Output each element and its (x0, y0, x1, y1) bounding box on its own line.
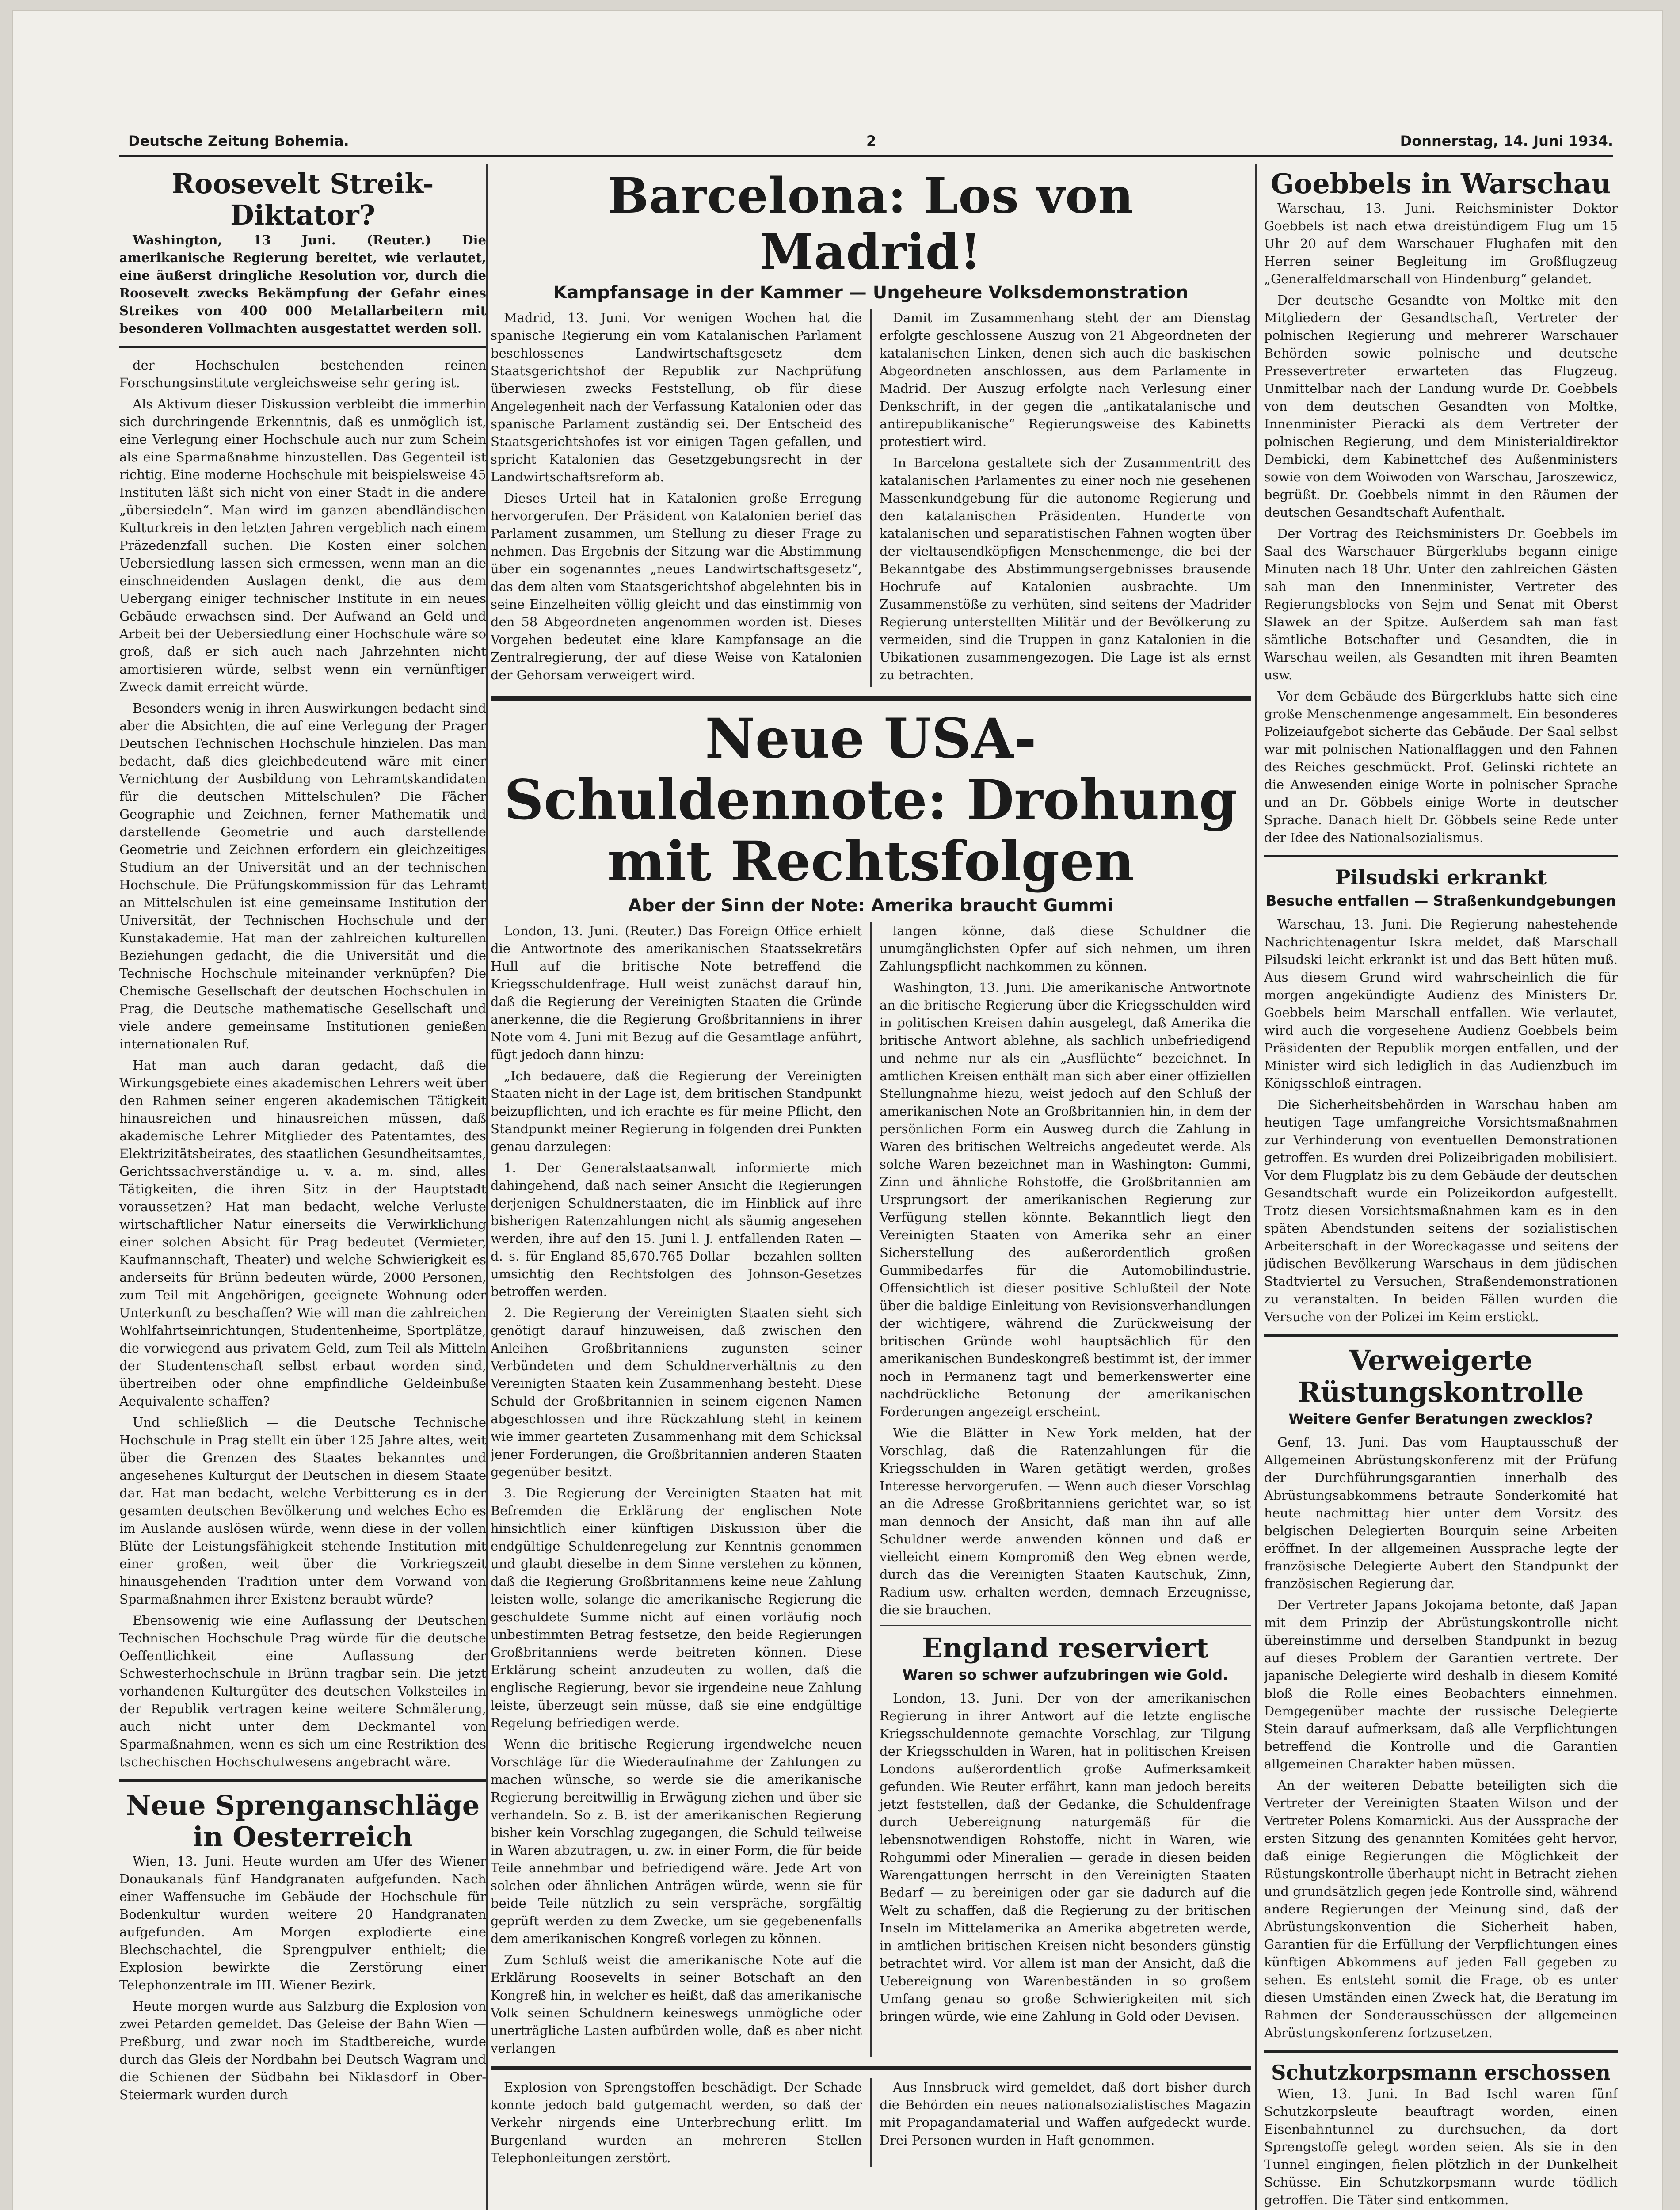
paragraph: Explosion von Sprengstoffen beschädigt. Der Schade konnte jedoch bald gutgemacht werden, so daß der Verkehr nirgends eine Unterbrechung erlitt. Im Burgenland wurden an mehreren Stellen Telephonleitungen zerstört. (491, 2079, 862, 2165)
article-title: Verweigerte Rüstungskontrolle (1298, 1344, 1584, 1408)
paragraph: Wien, 13. Juni. In Bad Ischl waren fünf Schutzkorpsleute beauftragt worden, einen Eisenbahntunnel zu durchsuchen, da dort Sprengstoffe gelegt worden seien. Als sie in den Tunnel eingingen, fielen plötzlich in der Dunkelheit Schüsse. Ein Schutzkorpsmann wurde tödlich getroffen. Die Täter sind entkommen. (1264, 2086, 1618, 2208)
paragraph: Der deutsche Gesandte von Moltke mit den Mitgliedern der Gesandtschaft, Vertreter der polnischen Regierung und mehrerer Warschauer Behörden sowie polnische und deutsche Pressevertreter erwarteten das Flugzeug. Unmittelbar nach der Landung wurde Dr. Goebbels von dem deutschen Gesandten von Moltke, Innenminister Pieracki als dem Vertreter der polnischen Regierung, und dem Ministerialdirektor Dembicki, dem Kabinettchef des Außenministers sowie von dem Woiwoden von Warschau, Jaroszewicz, begrüßt. Dr. Goebbels nimmt in den Räumen der deutschen Gesandtschaft Aufenthalt. (1264, 293, 1618, 520)
page-header (110, 128, 1613, 155)
paragraph: Besonders wenig in ihren Auswirkungen bedacht sind aber die Absichten, die auf eine Verlegung der Prager Deutschen Technischen Hochschule hinzielen. Das man bedacht, daß dies gleichbedeutend wäre mit einer Vernichtung der Ausbildung von Lehramtskandidaten für die deutschen Mittelschulen? Die Fächer Geographie und Zeichnen, ferner Mathematik und darstellende Geometrie und auch darstellende Geometrie und Zeichnen erfordern ein gleichzeitiges Studium an der Universität und an der technischen Hochschule. Die Prüfungskommission für das Lehramt an Mittelschulen ist eine gemeinsame Institution der Universität, der Technischen Hochschule und der Kunstakademie. Hat man der zahlreichen kulturellen Beziehungen gedacht, die die Universität und die Technische Hochschule miteinander verknüpfen? Die Chemische Gesellschaft der deutschen Hochschulen in Prag, die Deutsche mathematische Gesellschaft und viele andere gemeinsame Institutionen genießen internationalen Ruf. (119, 700, 486, 1052)
paragraph: Der Vertreter Japans Jokojama betonte, daß Japan mit dem Prinzip der Abrüstungskontrolle nicht übereinstimme und derselben Standpunkt in bezug auf dieses Problem der Garantien vertrete. Der japanische Delegierte wird deshalb in diesem Komité bloß die Rolle eines Beobachters einnehmen. Demgegenüber machte der russische Delegierte Stein darauf aufmerksam, daß alle Verpflichtungen betreffend die Kontrolle und die Garantien allgemeinen Charakter haben müssen. (1264, 1597, 1618, 1772)
paragraph: Wenn die britische Regierung irgendwelche neuen Vorschläge für die Wiederaufnahme der Zahlungen zu machen wünsche, so werde sie die amerikanische Regierung bereitwillig in Erwägung ziehen und über sie verhandeln. So z. B. ist der amerikanischen Regierung bisher kein Vorschlag zugegangen, die Schuld teilweise in Waren abzutragen, u. zw. in einer Form, die für beide Teile annehmbar und befriedigend wäre. Jede Art von solchen oder ähnlichen Anträgen würde, wenn sie für beide Teile nützlich zu sein verspräche, sorgfältig geprüft werden zu dem Zwecke, um sie gegebenenfalls dem amerikanischen Kongreß vorlegen zu können. (491, 1736, 862, 1946)
page-number: 2 (866, 133, 876, 149)
article-subtitle: Aber der Sinn der Note: Amerika braucht Gummi (628, 895, 1113, 916)
issue-date: Donnerstag, 14. Juni 1934. (1400, 133, 1613, 149)
paragraph: 1. Der Generalstaatsanwalt informierte mich dahingehend, daß nach seiner Ansicht die Regierungen derjenigen Schuldnerstaaten, die im Hinblick auf ihre bisherigen Ratenzahlungen nicht als säumig angesehen werden, ihre auf den 15. Juni l. J. entfallenden Raten — d. s. für England 85,670.765 Dollar — bezahlen sollten umsichtig den Rechtsfolgen des Johnson-Gesetzes betroffen werden. (491, 1160, 862, 1299)
divider (1264, 2050, 1618, 2053)
paragraph: In Barcelona gestaltete sich der Zusammentritt des katalanischen Parlamentes zu einer noch nie gesehenen Massenkundgebung für die autonome Regierung und den katalanischen Präsidenten. Hunderte von katalanischen und separatistischen Fahnen wogten über der vieltausendköpfigen Menschenmenge, die bei der Bekanntgabe des Abstimmungsergebnisses brausende Hochrufe auf Katalonien ausbrachte. Um Zusammenstöße zu verhüten, sind seitens der Madrider Regierung unterstellten Militär und der Bevölkerung zu vermeiden, sind die Truppen in ganz Katalonien in die Ubikationen zusammengezogen. Die Lage ist als ernst zu betrachten. (880, 455, 1251, 682)
article-title: Neue USA-Schuldennote: Drohung mit Rechtsfolgen (504, 707, 1238, 894)
article-subtitle: Besuche entfallen — Straßenkundgebungen (1266, 892, 1616, 910)
article-subtitle: Weitere Genfer Beratungen zwecklos? (1288, 1410, 1593, 1428)
paragraph: Dieses Urteil hat in Katalonien große Erregung hervorgerufen. Der Präsident von Katalonien berief das Parlament zusammen, um Stellung zu dieser Frage zu nehmen. Das Ergebnis der Sitzung war die Abstimmung über ein sogenanntes „neues Landwirtschaftsgesetz“, das dem alten vom Staatsgerichtshof abgelehnten bis in seine Einzelheiten völlig gleicht und das einstimmig von den 58 Abgeordneten angenommen worden ist. Dieses Vorgehen bedeutet eine klare Kampfansage an die Zentralregierung, der auf diese Weise von Katalonien der Gehorsam verweigert wird. (491, 491, 862, 682)
divider (119, 346, 486, 348)
article-subtitle: Waren so schwer aufzubringen wie Gold. (902, 1666, 1228, 1683)
article-subtitle: Kampfansage in der Kammer — Ungeheure Volksdemonstration (553, 282, 1189, 303)
divider (1264, 1334, 1618, 1337)
column-right (1264, 168, 1618, 2210)
article-goebbels (1264, 168, 1618, 846)
paragraph: Wien, 13. Juni. Heute wurden am Ufer des Wiener Donaukanals fünf Handgranaten aufgefunden. Nach einer Waffensuche im Gebäude der Hochschule für Bodenkultur wurden weitere 20 Handgranaten aufgefunden. Am Morgen explodierte eine Blechschachtel, die Sprengpulver enthielt; die Explosion bewirkte die Zerstörung einer Telephonzentrale im III. Wiener Bezirk. (119, 1854, 486, 1993)
paragraph: Heute morgen wurde aus Salzburg die Explosion von zwei Petarden gemeldet. Das Geleise der Bahn Wien — Preßburg, und zwar noch im Stadtbereiche, wurde durch das Gleis der Nordbahn bei Deutsch Wagram und die Schienen der Südbahn bei Niklasdorf in Ober-Steiermark wurden durch (119, 1999, 486, 2103)
divider (119, 1779, 486, 1782)
paragraph: Warschau, 13. Juni. Reichsminister Doktor Goebbels ist nach etwa dreistündigem Flug um 15 Uhr 20 auf dem Warschauer Flughafen mit den Herren seiner Begleitung im Großflugzeug „Generalfeldmarschall von Hindenburg“ gelandet. (1264, 201, 1618, 287)
paragraph: Als Aktivum dieser Diskussion verbleibt die immerhin sich durchringende Erkenntnis, daß es unmöglich ist, eine Verlegung einer Hochschule auch nur zum Schein als eine Sparmaßnahme hinzustellen. Das Gegenteil ist richtig. Eine moderne Hochschule mit beispielsweise 45 Instituten läßt sich nicht von einer Stadt in die andere „übersiedeln“. Man wird im ganzen abendländischen Kulturkreis in den letzten Jahren vergeblich nach einem Präzedenzfall suchen. Die Kosten einer solchen Uebersiedlung lassen sich ermessen, wenn man an die einschneidenden Auslagen denkt, die aus dem Uebergang einiger technischer Institute in ein neues Gebäude erwachsen sind. Der Aufwand an Geld und Arbeit bei der Uebersiedlung einer Hochschule wäre so groß, daß er sich auch nach Jahrzehnten nicht amortisieren würde, selbst wenn ein vernünftiger Zweck damit erreicht würde. (119, 396, 486, 694)
paragraph: Und schließlich — die Deutsche Technische Hochschule in Prag stellt ein über 125 Jahre altes, weit über die Grenzen des Staates bekanntes und angesehenes Kulturgut der Deutschen in diesem Staate dar. Hat man bedacht, welche Verbitterung es in der gesamten deutschen Bevölkerung und welches Echo es im Auslande auslösen würde, wenn diese in der vollen Blüte der Leistungsfähigkeit stehende Institution mit einer großen, weit über die Vorkriegszeit hinausgehenden Tradition unter dem Vorwand von Sparmaßnahmen ihrer Existenz beraubt würde? (119, 1414, 486, 1607)
paragraph: Der Vortrag des Reichsministers Dr. Goebbels im Saal des Warschauer Bürgerklubs begann einige Minuten nach 18 Uhr. Unter den zahlreichen Gästen sah man den Innenminister, Vertreter des Regierungsblocks von Sejm und Senat mit Oberst Slawek an der Spitze. Außerdem sah man fast sämtliche Botschafter und Gesandten, die in Warschau weilen, als Gesandten mit ihren Beamten usw. (1264, 526, 1618, 683)
paragraph: 3. Die Regierung der Vereinigten Staaten hat mit Befremden die Erklärung der englischen Note hinsichtlich einer künftigen Diskussion über die endgültige Schuldenregelung zur Kenntnis genommen und glaubt dieselbe in dem Sinne verstehen zu können, daß die Regierung Großbritanniens keine neue Zahlung leisten wolle, solange die amerikanische Regierung die geschuldete Summe nicht auf einen vorläufig noch unbestimmten Betrag festsetze, den beide Regierungen Großbritanniens werde beitreten können. Diese Erklärung scheint anzudeuten zu wollen, daß die englische Regierung, bevor sie irgendeine neue Zahlung leiste, überzeugt sein müsse, daß sie eine endgültige Regelung befriedigen werde. (491, 1485, 862, 1730)
article-title-england: England reserviert (922, 1631, 1209, 1664)
article-body (491, 922, 1251, 2057)
paragraph: Genf, 13. Juni. Das vom Hauptausschuß der Allgemeinen Abrüstungskonferenz mit der Prüfung der Durchführungsgarantien innerhalb des Abrüstungsabkommens betraute Sonderkomité hat heute nachmittag hier unter dem Vorsitz des belgischen Delegierten Bourquin seine Arbeiten eröffnet. In der allgemeinen Aussprache legte der französische Delegierte Aubert den Standpunkt der französischen Regierung dar. (1264, 1435, 1618, 1592)
paragraph: Warschau, 13. Juni. Die Regierung nahestehende Nachrichtenagentur Iskra meldet, daß Marschall Pilsudski leicht erkrankt ist und das Bett hüten muß. Aus diesem Grund wird wahrscheinlich die für morgen angekündigte Audienz des Ministers Dr. Goebbels beim Marschall entfallen. Wie verlautet, wird auch die vorgesehene Audienz Goebbels beim Präsidenten der Republik morgen entfallen, und der Minister wird sich lediglich in das Audienzbuch im Königsschloß eintragen. (1264, 917, 1618, 1091)
article-title: Roosevelt Streik-Diktator? (171, 168, 434, 232)
paragraph: Wie die Blätter in New York melden, hat der Vorschlag, daß die Ratenzahlungen für die Kriegsschulden in Waren getätigt werden, großes Interesse hervorgerufen. — Wenn auch dieser Vorschlag an die Adresse Großbritanniens gerichtet war, so ist man dennoch der Ansicht, daß man ihn auf alle Schuldner werde anwenden können und daß er vielleicht einem Kompromiß den Weg ebnen werde, durch das die Vereinigten Staaten Kautschuk, Zinn, Radium usw. erhalten werden, demnach Erzeugnisse, die sie brauchen. (880, 1425, 1251, 1617)
paragraph: Ebensowenig wie eine Auflassung der Deutschen Technischen Hochschule Prag würde für die deutsche Oeffentlichkeit eine Auflassung der Schwesterhochschule in Brünn tragbar sein. Die jetzt vorhandenen Kulturgüter des deutschen Volksteiles in der Republik vertragen keine weitere Schmälerung, auch nicht unter dem Deckmantel von Sparmaßnahmen, wenn es sich um eine Restriktion des tschechischen Hochschulwesens angebracht wäre. (119, 1612, 486, 1769)
article-pilsudski (1264, 865, 1618, 1326)
paragraph: Zum Schluß weist die amerikanische Note auf die Erklärung Roosevelts in seiner Botschaft an den Kongreß hin, in welcher es heißt, daß das amerikanische Volk seinen Schuldnern keineswegs unmögliche oder unerträgliche Lasten aufbürden wolle, daß es aber nicht verlangen (491, 1952, 862, 2056)
article-roosevelt (119, 168, 486, 337)
divider (491, 696, 1251, 701)
article-sprenganschlaege (119, 1790, 486, 2104)
article-title: Schutzkorpsmann erschossen (1271, 2061, 1611, 2085)
paragraph: 2. Die Regierung der Vereinigten Staaten sieht sich genötigt darauf hinzuweisen, daß zwischen den Anleihen Großbritanniens zugunsten seiner Verbündeten und dem Schuldnerverhältnis zu den Vereinigten Staaten kein Zusammenhang besteht. Diese Schuld der Großbritannien in seinem eigenen Namen abgeschlossen und ihre Rückzahlung steht in keinem wie immer gearteten Zusammenhang mit dem Schicksal jener Forderungen, die Großbritannien anderen Staaten gegenüber besitzt. (491, 1305, 862, 1479)
paragraph: Die Sicherheitsbehörden in Warschau haben am heutigen Tage umfangreiche Vorsichtsmaßnahmen zur Verhinderung von eventuellen Demonstrationen getroffen. Es wurden drei Polizeibrigaden mobilisiert. Vor dem Flugplatz bis zu dem Gebäude der deutschen Gesandtschaft wurde ein Polizeikordon aufgestellt. Trotz diesen Vorsichtsmaßnahmen kam es in den späten Abendstunden seitens der sozialistischen Arbeiterschaft in der Woreckagasse und seitens der jüdischen Bevölkerung Warschaus in dem jüdischen Stadtviertel zu Versuchen, Straßendemonstrationen zu veranstalten. In beiden Fällen wurden die Versuche von der Polizei im Keim erstickt. (1264, 1097, 1618, 1325)
divider (491, 2066, 1251, 2070)
article-body (491, 309, 1251, 687)
article-continuation (491, 2078, 1251, 2167)
article-schutzkorpsmann (1264, 2061, 1618, 2209)
paragraph: London, 13. Juni. Der von der amerikanischen Regierung in ihrer Antwort auf die letzte englische Kriegsschuldennote gemachte Vorschlag, zur Tilgung der Kriegsschulden in Waren, hat in politischen Kreisen Londons außerordentlich große Aufmerksamkeit gefunden. Wie Reuter erfährt, kann man jedoch bereits jetzt feststellen, daß der Gedanke, die Schuldenfrage durch Uebereignung naturgemäß für die lebensnotwendigen Rohstoffe, nicht in Waren, wie Rohgummi oder Mineralien — gerade in diesen beiden Warengattungen herrscht in den Vereinigten Staaten Bedarf — zu bereinigen oder gar sie dadurch auf die Welt zu schaffen, daß die Regierung zu der britischen Inseln im Mittelamerika an Amerika abgetreten werde, in amtlichen britischen Kreisen nicht besonders günstig betrachtet wird. Vor allem ist man der Ansicht, daß die Uebereignung von Warenbeständen in so großem Umfang genau so große Schwierigkeiten mit sich bringen würde, wie eine Zahlung in Gold oder Devisen. (880, 1690, 1251, 2024)
paragraph: Washington, 13 Juni. (Reuter.) Die amerikanische Regierung bereitet, wie verlautet, eine äußerst dringliche Resolution vor, durch die Roosevelt zwecks Bekämpfung der Gefahr eines Streikes von 400 000 Metallarbeitern mit besonderen Vollmachten ausgestattet werden soll. (119, 232, 486, 336)
paragraph: Aus Innsbruck wird gemeldet, daß dort bisher durch die Behörden ein neues nationalsozialistisches Magazin mit Propagandamaterial und Waffen aufgedeckt wurde. Drei Personen wurden in Haft genommen. (880, 2079, 1251, 2148)
divider (1264, 855, 1618, 857)
paragraph: Hat man auch daran gedacht, daß die Wirkungsgebiete eines akademischen Lehrers weit über den Rahmen seiner engeren akademischen Tätigkeit hinausreichen und hinausreichen müssen, daß akademische Lehrer Mitglieder des Patentamtes, des Elektrizitätsbeirates, des staatlichen Gesundheitsamtes, Gerichtssachverständige u. v. a. m. sind, alles Tätigkeiten, die ihren Sitz in der Hauptstadt voraussetzen? Hat man bedacht, welche Verluste wirtschaftlicher Natur einerseits die Verwirklichung einer solchen Absicht für Prag bedeutet (Vermieter, Kaufmannschaft, Theater) und welche Schwierigkeit es anderseits für Brünn bedeuten würde, 2000 Personen, zum Teil mit Angehörigen, geeignete Wohnung oder Unterkunft zu beschaffen? Wie will man die zahlreichen Wohlfahrtseinrichtungen, Studentenheime, Sportplätze, die vorwiegend aus privatem Geld, zum Teil als Mitteln der Studentenschaft selbst erbaut worden sind, übertreiben oder ohne empfindliche Geldeinbuße Aequivalente schaffen? (119, 1057, 486, 1409)
paragraph: Washington, 13. Juni. Die amerikanische Antwortnote an die britische Regierung über die Kriegsschulden wird in politischen Kreisen dahin ausgelegt, daß Amerika die britische Antwort ablehne, als sachlich unbefriedigend und nehme nur als ein „Ausflüchte“ bezeichnet. In amtlichen Kreisen enthält man sich aber einer offiziellen Stellungnahme hiezu, weist jedoch auf den Schluß der amerikanischen Note an Großbritannien hin, in dem der persönlichen Form ein Ausweg durch die Zahlung in Waren des britischen Weltreichs angedeutet werde. Als solche Waren bezeichnet man in Washington: Gummi, Zinn und ähnliche Rohstoffe, die Großbritannien am Ursprungsort der amerikanischen Regierung zur Verfügung stellen könnte. Bekanntlich liegt den Vereinigten Staaten von Amerika sehr an einer Sicherstellung des außerordentlich großen Gummibedarfes für die Automobilindustrie. Offensichtlich ist dieser positive Schlußteil der Note über die baldige Einleitung von Revisionsverhandlungen der wichtigere, während die Zurückweisung der britischen Gründe wohl hauptsächlich für den amerikanischen Bundeskongreß bestimmt ist, der immer noch in Permanenz tagt und bemerkenswerter eine nachdrückliche Betonung der amerikanischen Forderungen angezeigt erscheint. (880, 979, 1251, 1419)
paragraph: An der weiteren Debatte beteiligten sich die Vertreter der Vereinigten Staaten Wilson und der Vertreter Polens Komarnicki. Aus der Aussprache der ersten Sitzung des genannten Komitées geht hervor, daß einige Regierungen die Möglichkeit der Rüstungskontrolle überhaupt nicht in Betracht ziehen und grundsätzlich gegen jede Kontrolle sind, während andere Regierungen der Meinung sind, daß der Abrüstungskonvention die Sicherheit haben, Garantien für die Erfüllung der Verpflichtungen eines künftigen Abkommens auf jeden Fall gegeben zu sehen. Es entsteht somit die Frage, ob es unter diesen Umständen einen Zweck hat, die Beratung im Rahmen der Sonderausschüssen der allgemeinen Abrüstungskonferenz fortzusetzen. (1264, 1778, 1618, 2041)
article-title: Neue Sprenganschläge in Oesterreich (126, 1789, 480, 1853)
paragraph: langen könne, daß diese Schuldner die unumgänglichsten Opfer auf sich nehmen, um ihren Zahlungspflicht nachkommen zu können. (880, 923, 1251, 974)
divider (880, 1625, 1251, 1626)
article-hochschulen (119, 356, 486, 1771)
column-center (491, 168, 1251, 2210)
paragraph: Madrid, 13. Juni. Vor wenigen Wochen hat die spanische Regierung ein vom Katalanischen Parlament beschlossenes Landwirtschaftsgesetz dem Staatsgerichtshof der Republik zur Nachprüfung überwiesen zwecks Feststellung, ob für diese Angelegenheit nach der Verfassung Katalonien oder das spanische Parlament zuständig sei. Der Entscheid des Staatsgerichtshofes ist vor einigen Tagen gefallen, und spricht Katalonien das Gesetzgebungsrecht in der Landwirtschaftsreform ab. (491, 310, 862, 484)
column-divider-2 (1255, 164, 1257, 2210)
masthead: Deutsche Zeitung Bohemia. (128, 133, 349, 149)
paragraph: Vor dem Gebäude des Bürgerklubs hatte sich eine große Menschenmenge angesammelt. Ein besonderes Polizeiaufgebot sicherte das Gebäude. Der Saal selbst war mit polnischen Nationalflaggen und den Fahnen des Reiches geschmückt. Prof. Gelinski richtete an die Anwesenden einige Worte in polnischer Sprache und an Dr. Göbbels einige Worte in deutscher Sprache. Danach hielt Dr. Göbbels seine Rede unter der Idee des Nationalsozialismus. (1264, 689, 1618, 846)
article-title: Goebbels in Warschau (1270, 168, 1611, 200)
paragraph: der Hochschulen bestehenden reinen Forschungsinstitute vergleichsweise sehr gering ist. (119, 357, 486, 390)
paragraph: Damit im Zusammenhang steht der am Dienstag erfolgte geschlossene Auszug von 21 Abgeordneten der katalanischen Linken, denen sich auch die baskischen Abgeordneten anschlossen, aus dem Parlamente in Madrid. Der Auszug erfolgte nach Verlesung einer Denkschrift, in der gegen die „antikatalanische und antirepublikanische“ Regierungsweise des Kabinetts protestiert wird. (880, 310, 1251, 449)
header-rule (119, 155, 1613, 157)
article-barcelona (491, 168, 1251, 687)
paragraph: „Ich bedauere, daß die Regierung der Vereinigten Staaten nicht in der Lage ist, dem britischen Standpunkt beizupflichten, und ich erachte es für meine Pflicht, den Standpunkt meiner Regierung in folgenden drei Punkten genau darzulegen: (491, 1068, 862, 1154)
article-title: Pilsudski erkrankt (1335, 865, 1547, 890)
article-ruestungskontrolle (1264, 1345, 1618, 2042)
article-usa-schuldennote (491, 709, 1251, 2057)
column-left (119, 168, 486, 2210)
article-title: Barcelona: Los von Madrid! (607, 168, 1134, 280)
paragraph: London, 13. Juni. (Reuter.) Das Foreign Office erhielt die Antwortnote des amerikanischen Staatssekretärs Hull auf die britische Note betreffend die Kriegsschuldenfrage. Hull weist zunächst darauf hin, daß die Regierung der Vereinigten Staaten die Gründe anerkenne, die die Regierung Großbritanniens in ihrer Note vom 4. Juni mit Bezug auf die Gesamtlage anführt, fügt jedoch dann hinzu: (491, 923, 862, 1062)
column-divider-1 (486, 164, 488, 2210)
